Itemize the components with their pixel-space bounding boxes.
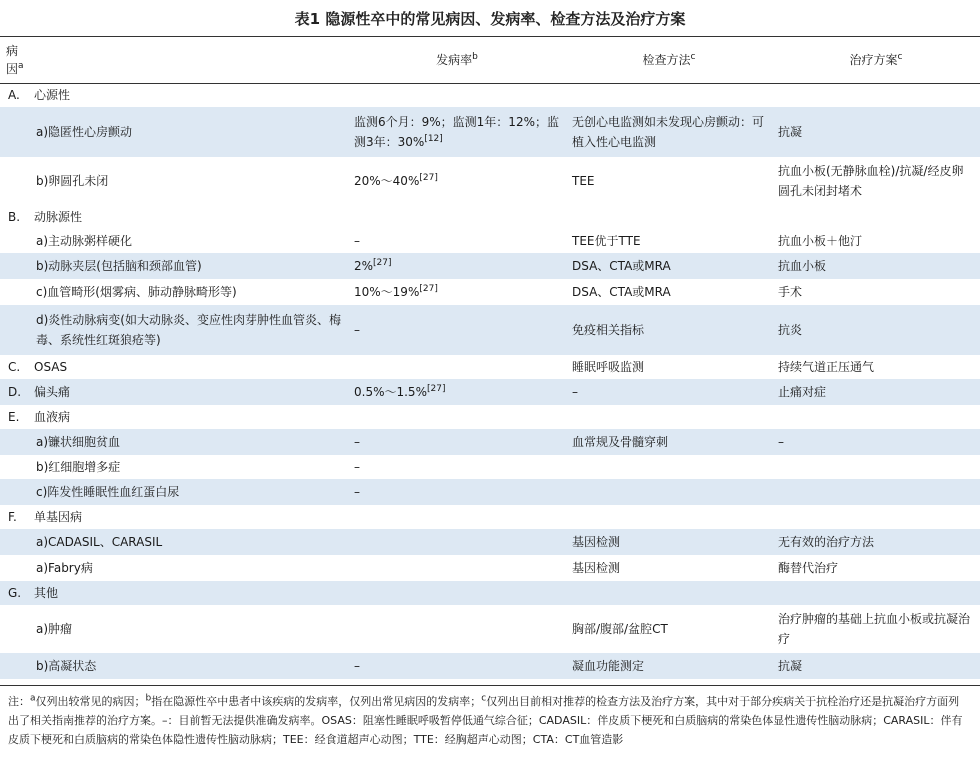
table-row: [0, 429, 980, 455]
category-label: [0, 83, 348, 107]
incidence-cell: [348, 555, 566, 581]
exam-cell: –: [566, 379, 772, 405]
treatment-cell: 抗血小板＋他汀: [778, 234, 863, 248]
incidence-cell: [348, 157, 566, 205]
table-row: [0, 305, 980, 355]
treatment-cell: 抗炎: [772, 305, 980, 355]
incidence-value: –: [354, 485, 360, 499]
incidence-cell: [348, 505, 566, 529]
category-name: OSAS: [34, 360, 68, 374]
category-row: [0, 379, 980, 405]
table-row: [0, 455, 980, 479]
incidence-value: 监测6个月：9%；监测1年：12%；监测3年：30%: [354, 115, 559, 149]
incidence-cell: [348, 279, 566, 305]
reference-number: [27]: [419, 284, 438, 294]
cause-cell: b)卵圆孔未闭: [36, 174, 109, 188]
incidence-value: –: [354, 435, 360, 449]
category-row: [0, 505, 980, 529]
incidence-cell: [348, 529, 566, 555]
category-row: [0, 355, 980, 379]
header-treatment: 治疗方案$^c$: [849, 52, 903, 67]
table-row: [0, 555, 980, 581]
category-letter: B.: [8, 210, 21, 224]
etiology-table: [0, 37, 980, 679]
exam-cell: 凝血功能测定: [566, 653, 772, 679]
table-row: [0, 279, 980, 305]
cause-cell: b)高凝状态: [0, 653, 348, 679]
category-label: [0, 405, 348, 429]
treatment-cell: 酶替代治疗: [778, 561, 839, 575]
treatment-cell: 抗血小板: [772, 253, 980, 279]
reference-number: [12]: [424, 134, 443, 144]
incidence-cell: [348, 479, 566, 505]
table-body: [0, 83, 980, 679]
exam-cell: [566, 505, 772, 529]
cause-cell: a)镰状细胞贫血: [0, 429, 348, 455]
table-row: [0, 529, 980, 555]
header-incidence: 发病率$^b$: [436, 52, 478, 67]
incidence-cell: [348, 379, 566, 405]
bottom-rule: [0, 685, 980, 686]
treatment-cell: [772, 83, 980, 107]
category-row: [0, 205, 980, 229]
treatment-cell: 持续气道正压通气: [778, 360, 875, 374]
reference-number: [27]: [419, 173, 438, 183]
table-row: [0, 107, 980, 157]
exam-cell: DSA、CTA或MRA: [566, 253, 772, 279]
cause-cell: a)CADASIL、CARASIL: [0, 529, 348, 555]
incidence-value: –: [354, 460, 360, 474]
category-label: [0, 581, 348, 605]
cause-cell: a)隐匿性心房颤动: [0, 107, 348, 157]
incidence-cell: [348, 581, 566, 605]
category-row: [0, 83, 980, 107]
treatment-cell: 止痛对症: [772, 379, 980, 405]
incidence-cell: [348, 83, 566, 107]
category-row: [0, 405, 980, 429]
treatment-cell: [772, 581, 980, 605]
exam-cell: 基因检测: [566, 529, 772, 555]
category-name: 单基因病: [34, 510, 83, 524]
category-row: [0, 581, 980, 605]
category-name: 其他: [34, 586, 59, 600]
header-exam: 检查方法$^c$: [642, 52, 696, 67]
category-letter: D.: [8, 385, 22, 399]
table-row: [0, 653, 980, 679]
incidence-cell: [348, 455, 566, 479]
category-label: [0, 379, 348, 405]
incidence-value: –: [354, 323, 360, 337]
category-name: 动脉源性: [34, 210, 83, 224]
incidence-cell: [348, 205, 566, 229]
incidence-cell: [348, 229, 566, 253]
table-notes: 注：$^a$仅列出较常见的病因；$^b$指在隐源性卒中患者中该疾病的发病率，仅列出常见病因的发病率；$^c$仅列出目前相对推荐的检查方法及治疗方案，其中对于部分疾病关于抗栓治疗还是抗凝治疗方面列出了相关指南推荐的治疗方案。–：目前暂无法提供准确发病率。OSAS：阻塞性睡眠呼吸暂停低通气综合征；CADASIL：伴皮质下梗死和白质脑病的常染色体显性遗传性脑动脉病；CARASIL：伴有皮质下梗死和白质脑病的常染色体隐性遗传性脑动脉病；TEE：经食道超声心动图；TTE：经胸超声心动图；CTA：CT血管造影: [8, 693, 963, 746]
category-letter: C.: [8, 360, 21, 374]
exam-cell: TEE: [572, 174, 595, 188]
incidence-value: –: [354, 234, 360, 248]
treatment-cell: 无有效的治疗方法: [772, 529, 980, 555]
exam-cell: [566, 479, 772, 505]
treatment-cell: 手术: [778, 285, 803, 299]
exam-cell: 胸部/腹部/盆腔CT: [572, 622, 668, 636]
exam-cell: 基因检测: [572, 561, 621, 575]
cause-cell: c)血管畸形(烟雾病、肺动静脉畸形等): [36, 285, 237, 299]
incidence-value: 20%～40%: [354, 174, 420, 188]
table-row: [0, 605, 980, 653]
treatment-cell: 治疗肿瘤的基础上抗血小板或抗凝治疗: [778, 612, 971, 646]
category-name: 血液病: [34, 410, 71, 424]
exam-cell: 血常规及骨髓穿刺: [566, 429, 772, 455]
incidence-cell: [348, 355, 566, 379]
incidence-cell: [348, 107, 566, 157]
category-name: 心源性: [34, 88, 71, 102]
treatment-cell: –: [772, 429, 980, 455]
incidence-value: –: [354, 659, 360, 673]
reference-number: [27]: [373, 258, 392, 268]
exam-cell: [566, 455, 772, 479]
exam-cell: [566, 205, 772, 229]
incidence-value: 2%: [354, 259, 374, 273]
treatment-cell: [772, 479, 980, 505]
header-row: [0, 37, 980, 83]
category-letter: G.: [8, 586, 22, 600]
exam-cell: 无创心电监测如未发现心房颤动：可植入性心电监测: [566, 107, 772, 157]
reference-number: [27]: [426, 384, 446, 394]
exam-cell: TEE优于TTE: [572, 234, 641, 248]
header-cause: 病 因$^a$: [6, 44, 24, 76]
incidence-cell: [348, 305, 566, 355]
incidence-value: 0.5%～1.5%: [354, 385, 427, 399]
treatment-cell: [772, 455, 980, 479]
treatment-cell: [772, 205, 980, 229]
category-name: 偏头痛: [34, 385, 71, 399]
treatment-cell: [772, 505, 980, 529]
cause-cell: d)炎性动脉病变(如大动脉炎、变应性肉芽肿性血管炎、梅毒、系统性红斑狼疮等): [0, 305, 348, 355]
incidence-cell: [348, 429, 566, 455]
treatment-cell: 抗血小板(无静脉血栓)/抗凝/经皮卵圆孔未闭封堵术: [778, 164, 964, 198]
incidence-cell: [348, 405, 566, 429]
incidence-cell: [348, 253, 566, 279]
category-label: [0, 505, 348, 529]
exam-cell: 睡眠呼吸监测: [572, 360, 645, 374]
category-letter: F.: [8, 510, 17, 524]
cause-cell: b)红细胞增多症: [36, 460, 121, 474]
cause-cell: c)阵发性睡眠性血红蛋白尿: [0, 479, 348, 505]
cause-cell: b)动脉夹层(包括脑和颈部血管): [0, 253, 348, 279]
incidence-value: 10%～19%: [354, 285, 420, 299]
cause-cell: a)肿瘤: [36, 622, 73, 636]
exam-cell: DSA、CTA或MRA: [572, 285, 671, 299]
category-letter: E.: [8, 410, 20, 424]
exam-cell: [566, 83, 772, 107]
cause-cell: a)主动脉粥样硬化: [36, 234, 133, 248]
treatment-cell: 抗凝: [772, 653, 980, 679]
treatment-cell: [772, 405, 980, 429]
exam-cell: 免疫相关指标: [566, 305, 772, 355]
category-label: [0, 355, 348, 379]
table-row: [0, 253, 980, 279]
table-title: 表1 隐源性卒中的常见病因、发病率、检查方法及治疗方案: [294, 10, 686, 28]
incidence-cell: [348, 653, 566, 679]
treatment-cell: 抗凝: [772, 107, 980, 157]
table-row: [0, 479, 980, 505]
table-row: [0, 157, 980, 205]
table-row: [0, 229, 980, 253]
exam-cell: [566, 581, 772, 605]
incidence-cell: [348, 605, 566, 653]
cause-cell: a)Fabry病: [36, 561, 93, 575]
category-letter: A.: [8, 88, 20, 102]
category-label: [0, 205, 348, 229]
exam-cell: [566, 405, 772, 429]
